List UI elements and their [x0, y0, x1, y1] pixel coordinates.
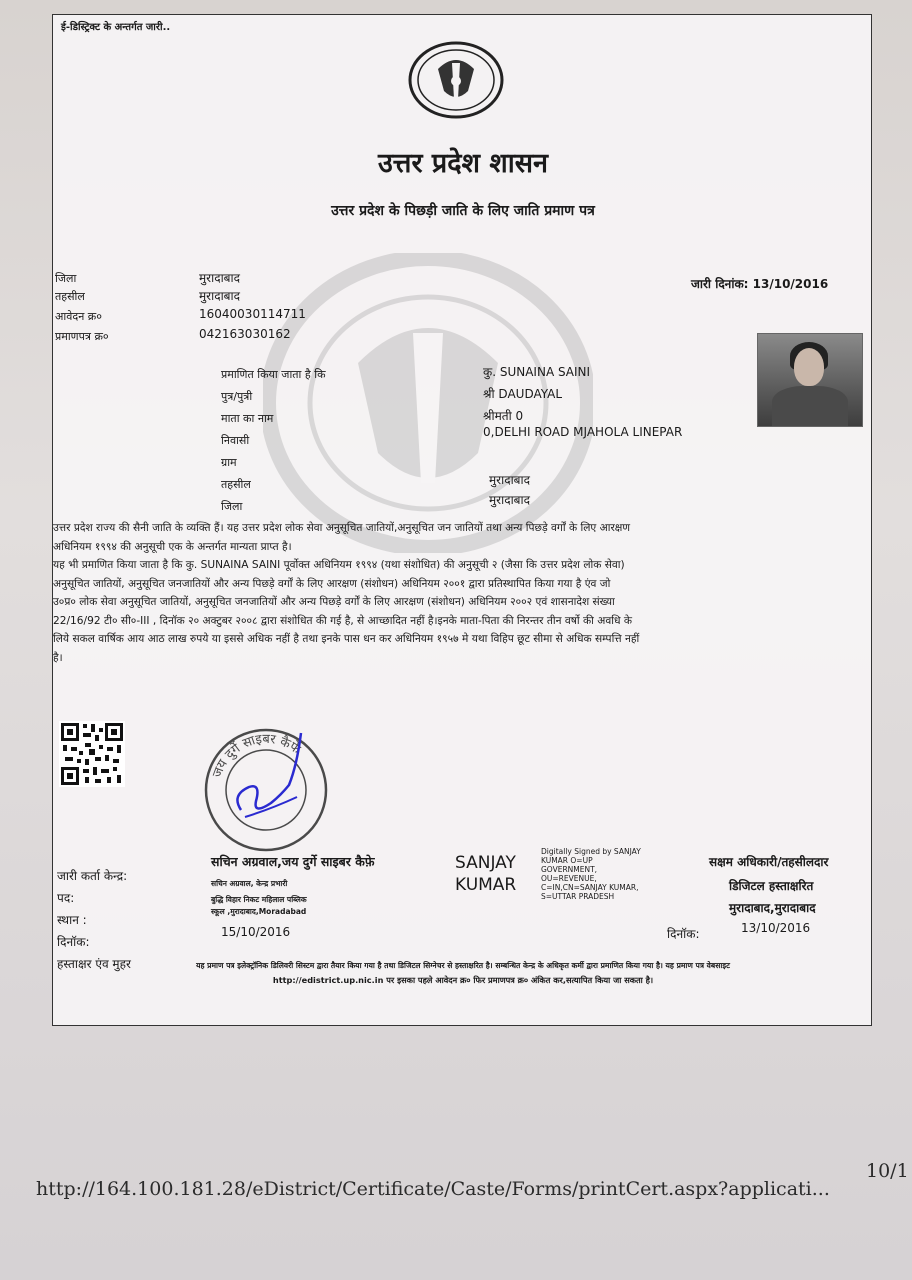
authority-designation: सक्षम अधिकारी/तहसीलदार: [709, 855, 829, 869]
authority-date: 13/10/2016: [741, 921, 811, 935]
issue-date: जारी दिनांक: 13/10/2016: [691, 277, 829, 291]
footer-note: यह प्रमाण पत्र इलेक्ट्रॉनिक डिलिवरी सिस्टम द्वारा तैयार किया गया है तथा डिजिटल सिग्नेचर से हस्ताक्षरित है। सम्बन्धित केन्द्र के अधिकृत कर्मी द्वारा प्रमाणित किया गया है। यह प्रमाण पत्र वेबसाइट: [196, 961, 730, 970]
issuer-name: सचिन अग्रवाल,जय दुर्गे साइबर कैफ़े: [211, 854, 375, 869]
digital-sign-details: Digitally Signed by SANJAY KUMAR O=UP GOVERNMENT, OU=REVENUE, C=IN,CN=SANJAY KUMAR, S=UTTAR PRADESH: [541, 847, 641, 901]
paragraph-line: अधिनियम १९९४ की अनुसूची एक के अन्तर्गत मान्यता प्राप्त है।: [53, 540, 292, 553]
browser-print-url: http://164.100.181.28/eDistrict/Certificate/Caste/Forms/printCert.aspx?applicati...: [36, 1178, 830, 1200]
applicant-photo: [757, 333, 863, 427]
svg-text:जय दुर्गे साइबर कैफे: [210, 732, 304, 780]
field-label: तहसील: [55, 290, 85, 303]
authority-date-label: दिनॉक:: [667, 927, 700, 941]
application-number: 16040030114711: [199, 307, 306, 321]
paragraph-line: उत्तर प्रदेश राज्य की सैनी जाति के व्यक्ति हैं। यह उत्तर प्रदेश लोक सेवा अनुसूचित जातियों,अनुसूचित जन जातियों तथा अन्य पिछड़े वर्गों के लिए आरक्षण: [53, 522, 631, 534]
field-label: आवेदन क्र०: [55, 310, 102, 323]
sub-title: उत्तर प्रदेश के पिछड़ी जाति के लिए जाति प्रमाण पत्र: [331, 203, 595, 219]
issuer-post: सचिन अग्रवाल, केन्द्र प्रभारी: [211, 879, 288, 888]
tehsil-value: मुरादाबाद: [489, 473, 531, 487]
field-label: प्रमाणपत्र क्र०: [55, 330, 109, 343]
certificate-paper: [52, 14, 872, 1026]
mother-name: श्रीमती 0: [483, 409, 524, 423]
person-label: तहसील: [221, 478, 251, 491]
certification-paragraph: [53, 519, 873, 667]
page-number: 10/1: [866, 1160, 909, 1182]
paragraph-line: लिये सकल वार्षिक आय आठ लाख रुपये या इससे अधिक नहीं है तथा इनके पास धन कर अधिनियम १९५७ मे यथा विहिप छूट सीमा से अधिक सम्पत्ति नहीं: [53, 633, 640, 645]
paragraph-line: अनुसूचित जातियों, अनुसूचित जनजातियों और अन्य पिछड़े वर्गों के लिए आरक्षण (संशोधन) अधिनियम २००१ द्वारा प्रतिस्थापित किया गया है एंव जो: [53, 577, 611, 590]
qr-code-icon: [59, 721, 125, 787]
person-label: जिला: [221, 500, 243, 513]
paragraph-line: है।: [53, 651, 63, 664]
person-label: निवासी: [221, 434, 250, 447]
person-label: माता का नाम: [221, 412, 274, 425]
main-title: उत्तर प्रदेश शासन: [378, 148, 548, 179]
issuer-label: जारी कर्ता केन्द्र:: [57, 869, 128, 883]
digital-sign-name: KUMAR: [455, 875, 517, 895]
seal-text: जय दुर्गे साइबर कैफे: [209, 731, 303, 780]
person-label: ग्राम: [221, 456, 237, 469]
stamp-seal-icon: [201, 725, 331, 855]
authority-sign-label: डिजिटल हस्ताक्षरित: [729, 879, 814, 893]
issuer-date: 15/10/2016: [221, 925, 291, 939]
issuer-label: पद:: [57, 891, 75, 905]
paragraph-line: यह भी प्रमाणित किया जाता है कि कु. SUNAINA SAINI पूर्वोक्त अधिनियम १९९४ (यथा संशोधित) की अनुसूची २ (जैसा कि उत्तर प्रदेश लोक सेवा): [53, 559, 625, 571]
issuer-label: स्थान :: [57, 913, 87, 927]
father-name: श्री DAUDAYAL: [483, 387, 563, 401]
paragraph-line: उ०प्र० लोक सेवा अनुसूचित जातियों, अनुसूचित जनजातियों और अन्य पिछड़े वर्गों के लिए आरक्षण (संशोधन) अधिनियम २००२ एवं शासनादेश संख्या: [53, 596, 615, 608]
digital-sign-name: SANJAY: [455, 853, 516, 873]
header-note: ई-डिस्ट्रिक्ट के अन्तर्गत जारी..: [61, 22, 171, 33]
up-emblem-icon: [408, 41, 504, 119]
issuer-label: दिनॉक:: [57, 935, 90, 949]
field-value: मुरादाबाद: [199, 271, 241, 285]
person-name: कु. SUNAINA SAINI: [483, 365, 591, 379]
watermark-emblem-icon: [263, 253, 593, 553]
person-label: प्रमाणित किया जाता है कि: [221, 368, 326, 381]
issuer-label: हस्ताक्षर एंव मुहर: [57, 957, 131, 971]
footer-verify-note: http://edistrict.up.nic.in पर इसका पहले आवेदन क्र० फिर प्रमाणपत्र क्र० अंकित कर,सत्यापित किया जा सकता है।: [272, 975, 654, 985]
district-value: मुरादाबाद: [489, 493, 531, 507]
residence-address: 0,DELHI ROAD MJAHOLA LINEPAR: [483, 425, 683, 439]
field-value: मुरादाबाद: [199, 289, 241, 303]
issuer-place-line: बुद्धि विहार निकट महिलाल पब्लिक: [211, 895, 307, 904]
certificate-number: 042163030162: [199, 327, 291, 341]
paragraph-line: 22/16/92 टी० सी०-III , दिनॉक २० अक्टुबर २००८ द्वारा संशोधित की गई है, से आच्छादित नहीं है।इनके माता-पिता की निरन्तर तीन वर्षो की अवधि के: [53, 614, 633, 627]
field-label: जिला: [55, 272, 77, 285]
authority-place: मुरादाबाद,मुरादाबाद: [729, 901, 816, 915]
person-label: पुत्र/पुत्री: [221, 390, 253, 403]
issuer-place-line: स्कूल ,मुरादाबाद,Moradabad: [211, 907, 307, 916]
